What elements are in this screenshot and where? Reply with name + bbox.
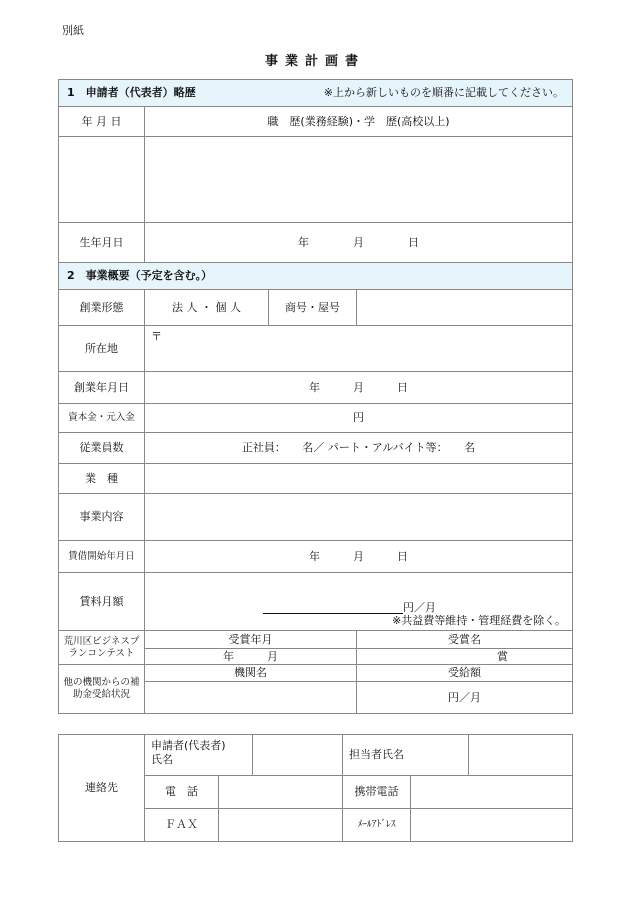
contact-label: 連絡先 [59, 735, 145, 842]
birth-value[interactable]: 年 月 日 [145, 223, 573, 263]
lease-start-label: 賃借開始年月日 [59, 541, 145, 573]
history-date-cell[interactable] [59, 137, 145, 223]
rent-underline [263, 601, 403, 614]
employees-value[interactable]: 正社員： 名／ パート・アルバイト等： 名 [145, 433, 573, 464]
founding-label: 創業年月日 [59, 372, 145, 404]
birth-label: 生年月日 [59, 223, 145, 263]
contest-award-value[interactable]: 賞 [357, 649, 573, 665]
capital-value[interactable]: 円 [145, 404, 573, 433]
attachment-label: 別紙 [62, 24, 84, 37]
lease-start-value[interactable]: 年 月 日 [145, 541, 573, 573]
rent-note: ※共益費等維持・管理経費を除く。 [392, 614, 567, 628]
founding-value[interactable]: 年 月 日 [145, 372, 573, 404]
contest-date-label: 受賞年月 [145, 631, 357, 649]
phone-label: 電 話 [145, 776, 219, 809]
document-title: 事業計画書 [264, 54, 365, 69]
trade-value[interactable] [357, 290, 573, 326]
applicant-name-label [145, 735, 253, 776]
section1-title: 1 申請者（代表者）略歴 [67, 86, 196, 100]
history-cell[interactable] [145, 137, 573, 223]
contest-label: 荒川区ビジネスプランコンテスト [59, 631, 145, 665]
col-date-header: 年 月 日 [59, 107, 145, 137]
industry-value[interactable] [145, 464, 573, 494]
applicant-line2: 氏名 [151, 752, 173, 766]
industry-label: 業 種 [59, 464, 145, 494]
phone-value[interactable] [219, 776, 343, 809]
postal-mark: 〒 [151, 330, 162, 343]
capital-label: 資本金・元入金 [59, 404, 145, 433]
amount-value[interactable]: 円／月 [357, 682, 573, 714]
section1-note: ※上から新しいものを順番に記載してください。 [323, 86, 565, 100]
fax-label: ＦＡＸ [145, 809, 219, 842]
location-label: 所在地 [59, 326, 145, 372]
staff-name-label: 担当者氏名 [343, 735, 469, 776]
applicant-line1: 申請者(代表者) [151, 739, 226, 752]
agency-label: 機関名 [145, 665, 357, 682]
section2-header: 2 事業概要（予定を含む。） [59, 263, 573, 290]
contact-table [58, 734, 573, 842]
plan-table [58, 79, 573, 714]
content-value[interactable] [145, 494, 573, 541]
mobile-label: 携帯電話 [343, 776, 411, 809]
subsidy-label: 他の機関からの補助金受給状況 [59, 665, 145, 714]
contest-date-value[interactable]: 年 月 [145, 649, 357, 665]
content-label: 事業内容 [59, 494, 145, 541]
section1-header [59, 80, 573, 107]
amount-label: 受給額 [357, 665, 573, 682]
location-value[interactable] [145, 326, 573, 372]
agency-value[interactable] [145, 682, 357, 714]
rent-label: 賃料月額 [59, 573, 145, 631]
trade-label: 商号・屋号 [269, 290, 357, 326]
mobile-value[interactable] [411, 776, 573, 809]
applicant-name-value[interactable] [253, 735, 343, 776]
email-label: ﾒｰﾙｱﾄﾞﾚｽ [343, 809, 411, 842]
form-value[interactable]: 法 人 ・ 個 人 [145, 290, 269, 326]
email-value[interactable] [411, 809, 573, 842]
contest-award-label: 受賞名 [357, 631, 573, 649]
rent-value[interactable] [145, 573, 573, 631]
col-history-header: 職 歴(業務経験)・学 歴(高校以上) [145, 107, 573, 137]
staff-name-value[interactable] [469, 735, 573, 776]
rent-unit: 円／月 [403, 600, 437, 614]
employees-label: 従業員数 [59, 433, 145, 464]
form-label: 創業形態 [59, 290, 145, 326]
fax-value[interactable] [219, 809, 343, 842]
